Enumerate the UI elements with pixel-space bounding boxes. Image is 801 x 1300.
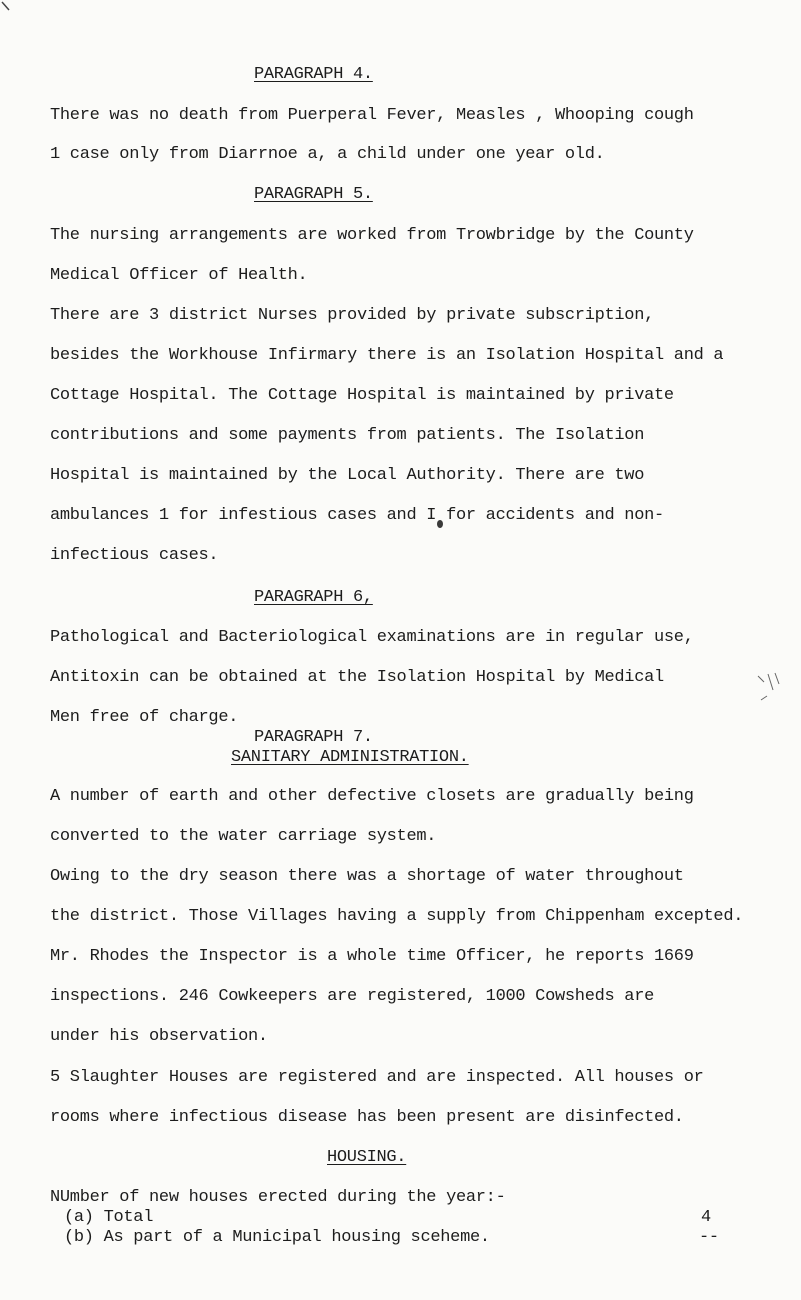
housing-intro: NUmber of new houses erected during the year:- [50,1188,506,1207]
text-line: The nursing arrangements are worked from Trowbridge by the County [50,226,694,245]
paragraph-7-heading: PARAGRAPH 7. [254,728,373,747]
housing-item-value: -- [699,1228,719,1247]
text-line: Owing to the dry season there was a shortage of water throughout [50,867,684,886]
paragraph-4-heading: PARAGRAPH 4. [254,65,373,84]
scan-margin-mark [755,670,785,706]
text-line: converted to the water carriage system. [50,827,437,846]
paragraph-6-heading: PARAGRAPH 6, [254,588,373,607]
text-line: contributions and some payments from patients. The Isolation [50,426,645,445]
text-line: Pathological and Bacteriological examinations are in regular use, [50,628,694,647]
text-line: Medical Officer of Health. [50,266,308,285]
text-line: infectious cases. [50,546,219,565]
housing-item-value: 4 [701,1208,711,1227]
scan-corner-mark [0,0,14,14]
text-line: Hospital is maintained by the Local Authority. There are two [50,466,645,485]
text-line: besides the Workhouse Infirmary there is an Isolation Hospital and a [50,346,724,365]
housing-item-label: (b) As part of a Municipal housing sceheme. [64,1228,490,1247]
text-line: Mr. Rhodes the Inspector is a whole time Officer, he reports 1669 [50,947,694,966]
text-line: There are 3 district Nurses provided by private subscription, [50,306,655,325]
text-line: There was no death from Puerperal Fever, Measles , Whooping cough [50,106,694,125]
text-line: Men free of charge. [50,708,239,727]
housing-heading: HOUSING. [327,1148,407,1167]
text-line: Antitoxin can be obtained at the Isolation Hospital by Medical [50,668,664,687]
text-line: Cottage Hospital. The Cottage Hospital is maintained by private [50,386,674,405]
text-line: inspections. 246 Cowkeepers are registered, 1000 Cowsheds are [50,987,655,1006]
text-line: ambulances 1 for infestious cases and I for accidents and non- [50,506,664,525]
text-line: 1 case only from Diarrnoe a, a child under one year old. [50,145,605,164]
housing-item-label: (a) Total [64,1208,154,1227]
text-line: A number of earth and other defective closets are gradually being [50,787,694,806]
text-line: under his observation. [50,1027,268,1046]
sanitary-administration-heading: SANITARY ADMINISTRATION. [231,748,469,767]
text-line: 5 Slaughter Houses are registered and are inspected. All houses or [50,1068,704,1087]
text-line: rooms where infectious disease has been present are disinfected. [50,1108,684,1127]
text-line: the district. Those Villages having a supply from Chippenham excepted. [50,907,744,926]
paragraph-5-heading: PARAGRAPH 5. [254,185,373,204]
